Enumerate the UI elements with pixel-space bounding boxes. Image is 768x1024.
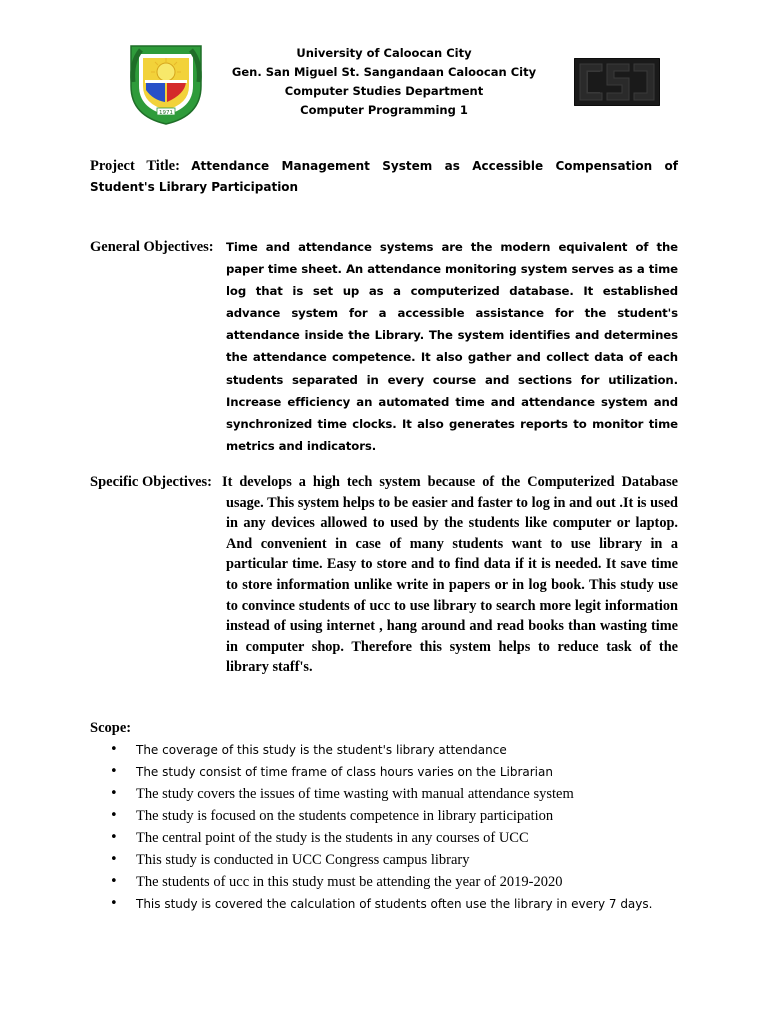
scope-item: • The study consist of time frame of class hours varies on the Librarian <box>110 761 690 783</box>
scope-item: • The students of ucc in this study must be attending the year of 2019-2020 <box>110 871 690 893</box>
scope-list <box>110 739 690 915</box>
svg-text:1971: 1971 <box>159 110 173 116</box>
csd-logo <box>574 58 660 106</box>
project-title-label: Project Title: <box>90 158 180 174</box>
university-address: Gen. San Miguel St. Sangandaan Caloocan City <box>231 65 537 79</box>
specific-objectives-label: Specific Objectives: <box>90 474 213 490</box>
general-objectives-label: General Objectives: <box>90 239 214 255</box>
scope-item: • This study is covered the calculation of students often use the library in every 7 days. <box>110 893 690 915</box>
scope-item: • The study is focused on the students competence in library participation <box>110 805 690 827</box>
university-seal-logo <box>127 42 205 126</box>
scope-item: • The coverage of this study is the student's library attendance <box>110 739 690 761</box>
letterhead <box>230 44 538 120</box>
specific-objectives-text: It develops a high tech system because of the Computerized Database usage. This system helps to be easier and faster to log in and out .It is used in any devices allowed to used by the students like computer or laptop. And convenient in case of many students want to use library in a particular time. Easy to store and to find data if it is needed. It save time to store information unlike write in papers or in log book. This study use to convince students of ucc to use library to search more legit information instead of using internet , hang around and read books than wasting time in computer shop. Therefore this system helps to reduce task of the library staff's. <box>222 474 678 676</box>
project-title-text: Attendance Management System as Accessible Compensation of Student's Library Participation <box>90 159 679 194</box>
project-title <box>90 156 678 198</box>
scope-item: • The study covers the issues of time wasting with manual attendance system <box>110 783 690 805</box>
scope-label: Scope: <box>90 720 132 736</box>
department-name: Computer Studies Department <box>284 84 484 98</box>
scope-item: • This study is conducted in UCC Congress campus library <box>110 849 690 871</box>
scope-item: • The central point of the study is the students in any courses of UCC <box>110 827 690 849</box>
course-name: Computer Programming 1 <box>300 103 468 117</box>
university-name: University of Caloocan City <box>296 46 472 60</box>
general-objectives-text: Time and attendance systems are the modern equivalent of the paper time sheet. An attendance monitoring system serves as a time log that is set up as a computerized database. It established advance system for a accessible assistance for the student's attendance inside the Library. The system identifies and determines the attendance competence. It also gather and collect data of each students separated in every course and sections for utilization. Increase efficiency an automated time and attendance system and synchronized time clocks. It also generates reports to monitor time metrics and indicators. <box>226 240 678 453</box>
